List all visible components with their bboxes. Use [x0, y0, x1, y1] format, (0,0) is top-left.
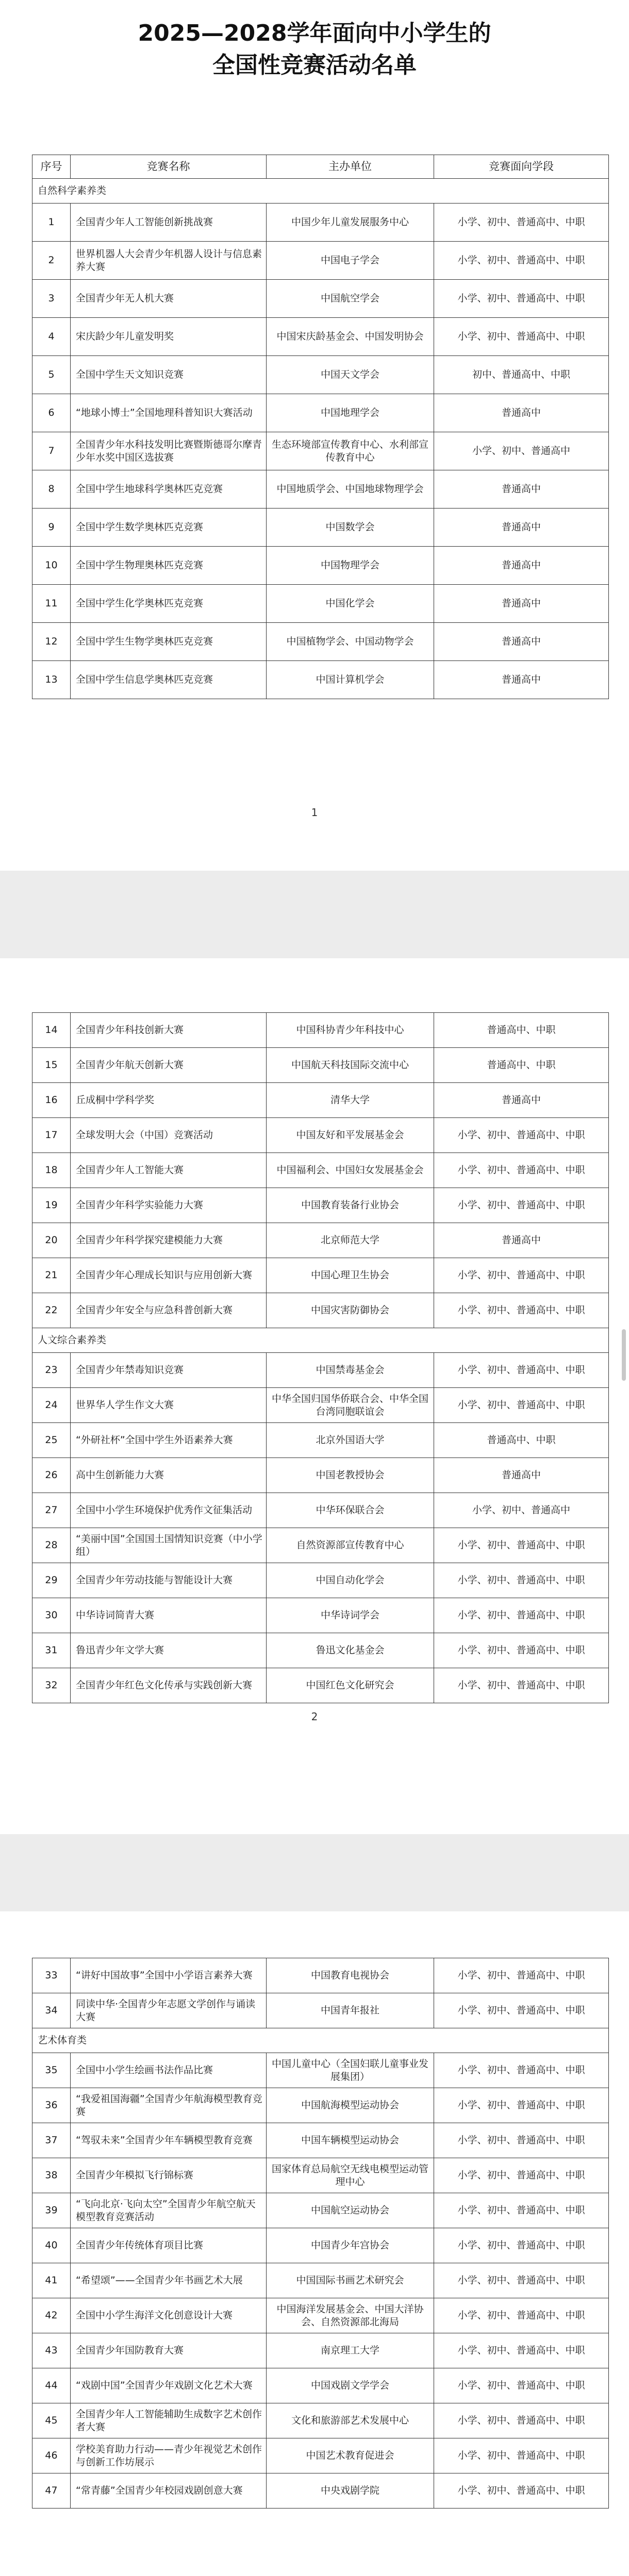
organizer-cell: 中国教育电视协会 [267, 1958, 434, 1993]
column-header: 序号 [32, 155, 71, 179]
organizer-cell: 中国青年报社 [267, 1993, 434, 2028]
competition-name-cell: 全国青少年科技创新大赛 [71, 1013, 267, 1048]
table-row [32, 1293, 609, 1328]
competition-name-cell: 全国中学生物理奥林匹克竞赛 [71, 547, 267, 585]
organizer-cell: 中国教育装备行业协会 [267, 1188, 434, 1223]
competition-name-cell: 全国青少年红色文化传承与实践创新大赛 [71, 1668, 267, 1703]
serial-number-cell: 21 [32, 1258, 71, 1293]
serial-number-cell: 36 [32, 2088, 71, 2123]
organizer-cell: 中国宋庆龄基金会、中国发明协会 [267, 318, 434, 356]
competition-name-cell: “地球小博士”全国地理科普知识大赛活动 [71, 394, 267, 432]
school-level-cell: 小学、初中、普通高中、中职 [434, 1353, 609, 1388]
table-row [32, 2228, 609, 2263]
school-level-cell: 小学、初中、普通高中、中职 [434, 2368, 609, 2403]
competition-table-page-2 [32, 1012, 609, 1703]
organizer-cell: 中国化学会 [267, 585, 434, 623]
table-row [32, 547, 609, 585]
organizer-cell: 中国计算机学会 [267, 661, 434, 699]
table-row [32, 623, 609, 661]
page-number: 2 [311, 1710, 318, 1723]
organizer-cell: 中国友好和平发展基金会 [267, 1118, 434, 1153]
table-row [32, 204, 609, 242]
category-label: 艺术体育类 [32, 2028, 609, 2053]
school-level-cell: 小学、初中、普通高中、中职 [434, 242, 609, 280]
competition-name-cell: 全国青少年科学探究建模能力大赛 [71, 1223, 267, 1258]
table-row [32, 1353, 609, 1388]
table-row [32, 1633, 609, 1668]
serial-number-cell: 45 [32, 2403, 71, 2438]
table-row [32, 1563, 609, 1598]
competition-name-cell: “常青藤”全国青少年校园戏剧创意大赛 [71, 2473, 267, 2509]
serial-number-cell: 30 [32, 1598, 71, 1633]
school-level-cell: 小学、初中、普通高中、中职 [434, 2473, 609, 2509]
table-row [32, 318, 609, 356]
table-row [32, 2193, 609, 2228]
organizer-cell: 中国物理学会 [267, 547, 434, 585]
serial-number-cell: 11 [32, 585, 71, 623]
competition-name-cell: 全国青少年劳动技能与智能设计大赛 [71, 1563, 267, 1598]
organizer-cell: 文化和旅游部艺术发展中心 [267, 2403, 434, 2438]
serial-number-cell: 33 [32, 1958, 71, 1993]
competition-name-cell: 学校美育助力行动——青少年视觉艺术创作与创新工作坊展示 [71, 2438, 267, 2473]
serial-number-cell: 18 [32, 1153, 71, 1188]
table-row [32, 1993, 609, 2028]
serial-number-cell: 29 [32, 1563, 71, 1598]
document-page-1 [0, 0, 629, 871]
category-row [32, 179, 609, 204]
serial-number-cell: 5 [32, 356, 71, 394]
competition-name-cell: 全国青少年国防教育大赛 [71, 2333, 267, 2368]
table-row [32, 1153, 609, 1188]
competition-name-cell: 鲁迅青少年文学大赛 [71, 1633, 267, 1668]
school-level-cell: 普通高中 [434, 1223, 609, 1258]
table-row [32, 1668, 609, 1703]
document-page-2 [0, 958, 629, 1834]
table-row [32, 2053, 609, 2088]
competition-name-cell: 高中生创新能力大赛 [71, 1458, 267, 1493]
table-row [32, 2333, 609, 2368]
serial-number-cell: 7 [32, 432, 71, 470]
competition-name-cell: 全国中学生地球科学奥林匹克竞赛 [71, 470, 267, 509]
school-level-cell: 普通高中 [434, 470, 609, 509]
serial-number-cell: 46 [32, 2438, 71, 2473]
serial-number-cell: 34 [32, 1993, 71, 2028]
organizer-cell: 国家体育总局航空无线电模型运动管理中心 [267, 2158, 434, 2193]
serial-number-cell: 42 [32, 2298, 71, 2333]
school-level-cell: 普通高中 [434, 623, 609, 661]
organizer-cell: 自然资源部宣传教育中心 [267, 1528, 434, 1563]
school-level-cell: 普通高中 [434, 547, 609, 585]
serial-number-cell: 38 [32, 2158, 71, 2193]
competition-name-cell: “戏剧中国”全国青少年戏剧文化艺术大赛 [71, 2368, 267, 2403]
table-row [32, 1458, 609, 1493]
competition-name-cell: “外研社杯”全国中学生外语素养大赛 [71, 1423, 267, 1458]
page-gap [0, 1834, 629, 1911]
organizer-cell: 北京外国语大学 [267, 1423, 434, 1458]
school-level-cell: 小学、初中、普通高中、中职 [434, 2403, 609, 2438]
school-level-cell: 小学、初中、普通高中、中职 [434, 2263, 609, 2298]
school-level-cell: 小学、初中、普通高中、中职 [434, 2193, 609, 2228]
column-header: 竞赛面向学段 [434, 155, 609, 179]
competition-name-cell: “飞向北京·飞向太空”全国青少年航空航天模型教育竞赛活动 [71, 2193, 267, 2228]
serial-number-cell: 35 [32, 2053, 71, 2088]
organizer-cell: 中国自动化学会 [267, 1563, 434, 1598]
table-row [32, 432, 609, 470]
school-level-cell: 小学、初中、普通高中、中职 [434, 1293, 609, 1328]
school-level-cell: 普通高中 [434, 1458, 609, 1493]
competition-name-cell: 全国青少年安全与应急科普创新大赛 [71, 1293, 267, 1328]
school-level-cell: 小学、初中、普通高中、中职 [434, 1258, 609, 1293]
category-label: 人文综合素养类 [32, 1328, 609, 1353]
table-row [32, 2298, 609, 2333]
document-title-line-2: 全国性竞赛活动名单 [212, 52, 417, 78]
serial-number-cell: 14 [32, 1013, 71, 1048]
competition-name-cell: 全国中小学生绘画书法作品比赛 [71, 2053, 267, 2088]
table-row [32, 2263, 609, 2298]
organizer-cell: 清华大学 [267, 1083, 434, 1118]
organizer-cell: 中国灾害防御协会 [267, 1293, 434, 1328]
organizer-cell: 中国禁毒基金会 [267, 1353, 434, 1388]
table-row [32, 2158, 609, 2193]
school-level-cell: 小学、初中、普通高中、中职 [434, 2438, 609, 2473]
organizer-cell: 中国老教授协会 [267, 1458, 434, 1493]
competition-name-cell: 全国青少年人工智能大赛 [71, 1153, 267, 1188]
school-level-cell: 普通高中 [434, 661, 609, 699]
table-row [32, 242, 609, 280]
school-level-cell: 小学、初中、普通高中 [434, 432, 609, 470]
serial-number-cell: 20 [32, 1223, 71, 1258]
organizer-cell: 中国航空运动协会 [267, 2193, 434, 2228]
school-level-cell: 小学、初中、普通高中、中职 [434, 1958, 609, 1993]
school-level-cell: 初中、普通高中、中职 [434, 356, 609, 394]
competition-table-page-3 [32, 1958, 609, 2509]
organizer-cell: 中华环保联合会 [267, 1493, 434, 1528]
school-level-cell: 普通高中、中职 [434, 1048, 609, 1083]
page-number: 1 [311, 806, 318, 819]
school-level-cell: 小学、初中、普通高中、中职 [434, 2123, 609, 2158]
competition-name-cell: 全国青少年心理成长知识与应用创新大赛 [71, 1258, 267, 1293]
school-level-cell: 小学、初中、普通高中、中职 [434, 2228, 609, 2263]
competition-name-cell: “美丽中国”全国国土国情知识竞赛（中小学组） [71, 1528, 267, 1563]
school-level-cell: 小学、初中、普通高中、中职 [434, 2088, 609, 2123]
competition-name-cell: 中华诗词简青大赛 [71, 1598, 267, 1633]
table-row [32, 1188, 609, 1223]
school-level-cell: 小学、初中、普通高中、中职 [434, 1668, 609, 1703]
competition-name-cell: 全国中学生数学奥林匹克竞赛 [71, 509, 267, 547]
school-level-cell: 小学、初中、普通高中、中职 [434, 1528, 609, 1563]
table-row [32, 2473, 609, 2509]
organizer-cell: 中国科协青少年科技中心 [267, 1013, 434, 1048]
table-row [32, 585, 609, 623]
organizer-cell: 中国国际书画艺术研究会 [267, 2263, 434, 2298]
table-row [32, 2403, 609, 2438]
table-row [32, 2088, 609, 2123]
competition-name-cell: 全国中学生天文知识竞赛 [71, 356, 267, 394]
table-row [32, 1013, 609, 1048]
competition-name-cell: 全国青少年航天创新大赛 [71, 1048, 267, 1083]
competition-name-cell: 世界机器人大会青少年机器人设计与信息素养大赛 [71, 242, 267, 280]
organizer-cell: 中国地质学会、中国地球物理学会 [267, 470, 434, 509]
table-row [32, 1258, 609, 1293]
serial-number-cell: 15 [32, 1048, 71, 1083]
competition-name-cell: “希望颂”——全国青少年书画艺术大展 [71, 2263, 267, 2298]
serial-number-cell: 41 [32, 2263, 71, 2298]
serial-number-cell: 10 [32, 547, 71, 585]
serial-number-cell: 6 [32, 394, 71, 432]
school-level-cell: 小学、初中、普通高中、中职 [434, 280, 609, 318]
serial-number-cell: 13 [32, 661, 71, 699]
organizer-cell: 中国植物学会、中国动物学会 [267, 623, 434, 661]
table-row [32, 1223, 609, 1258]
school-level-cell: 小学、初中、普通高中、中职 [434, 1563, 609, 1598]
table-row [32, 356, 609, 394]
organizer-cell: 中国戏剧文学学会 [267, 2368, 434, 2403]
serial-number-cell: 28 [32, 1528, 71, 1563]
organizer-cell: 中国航空学会 [267, 280, 434, 318]
table-row [32, 1423, 609, 1458]
school-level-cell: 小学、初中、普通高中、中职 [434, 1188, 609, 1223]
organizer-cell: 中国海洋发展基金会、中国大洋协会、自然资源部北海局 [267, 2298, 434, 2333]
organizer-cell: 中国车辆模型运动协会 [267, 2123, 434, 2158]
school-level-cell: 小学、初中、普通高中、中职 [434, 1153, 609, 1188]
organizer-cell: 中国航海模型运动协会 [267, 2088, 434, 2123]
school-level-cell: 普通高中、中职 [434, 1423, 609, 1458]
organizer-cell: 中国儿童中心（全国妇联儿童事业发展集团） [267, 2053, 434, 2088]
school-level-cell: 普通高中 [434, 394, 609, 432]
table-row [32, 1048, 609, 1083]
organizer-cell: 生态环境部宣传教育中心、水利部宣传教育中心 [267, 432, 434, 470]
serial-number-cell: 25 [32, 1423, 71, 1458]
organizer-cell: 中国青少年宫协会 [267, 2228, 434, 2263]
competition-name-cell: 丘成桐中学科学奖 [71, 1083, 267, 1118]
category-row [32, 2028, 609, 2053]
table-row [32, 1388, 609, 1423]
school-level-cell: 小学、初中、普通高中、中职 [434, 2298, 609, 2333]
competition-name-cell: 全国青少年人工智能创新挑战赛 [71, 204, 267, 242]
competition-name-cell: 全国中小学生环境保护优秀作文征集活动 [71, 1493, 267, 1528]
organizer-cell: 鲁迅文化基金会 [267, 1633, 434, 1668]
competition-name-cell: “讲好中国故事”全国中小学语言素养大赛 [71, 1958, 267, 1993]
organizer-cell: 中国地理学会 [267, 394, 434, 432]
serial-number-cell: 2 [32, 242, 71, 280]
organizer-cell: 中华诗词学会 [267, 1598, 434, 1633]
organizer-cell: 中国艺术教育促进会 [267, 2438, 434, 2473]
organizer-cell: 中国天文学会 [267, 356, 434, 394]
school-level-cell: 小学、初中、普通高中、中职 [434, 1598, 609, 1633]
serial-number-cell: 19 [32, 1188, 71, 1223]
table-row [32, 2438, 609, 2473]
school-level-cell: 小学、初中、普通高中、中职 [434, 204, 609, 242]
competition-name-cell: “驾驭未来”全国青少年车辆模型教育竞赛 [71, 2123, 267, 2158]
table-row [32, 394, 609, 432]
table-row [32, 1958, 609, 1993]
school-level-cell: 小学、初中、普通高中、中职 [434, 2158, 609, 2193]
serial-number-cell: 3 [32, 280, 71, 318]
organizer-cell: 中央戏剧学院 [267, 2473, 434, 2509]
competition-name-cell: 全国青少年模拟飞行锦标赛 [71, 2158, 267, 2193]
table-row [32, 1118, 609, 1153]
competition-name-cell: 同读中华·全国青少年志愿文学创作与诵读大赛 [71, 1993, 267, 2028]
serial-number-cell: 39 [32, 2193, 71, 2228]
serial-number-cell: 23 [32, 1353, 71, 1388]
serial-number-cell: 37 [32, 2123, 71, 2158]
competition-name-cell: 全国青少年科学实验能力大赛 [71, 1188, 267, 1223]
organizer-cell: 中国福利会、中国妇女发展基金会 [267, 1153, 434, 1188]
table-header-row [32, 155, 609, 179]
organizer-cell: 中国红色文化研究会 [267, 1668, 434, 1703]
school-level-cell: 小学、初中、普通高中、中职 [434, 2333, 609, 2368]
school-level-cell: 普通高中、中职 [434, 1013, 609, 1048]
school-level-cell: 普通高中 [434, 509, 609, 547]
serial-number-cell: 47 [32, 2473, 71, 2509]
competition-name-cell: 全国青少年传统体育项目比赛 [71, 2228, 267, 2263]
serial-number-cell: 17 [32, 1118, 71, 1153]
school-level-cell: 小学、初中、普通高中、中职 [434, 318, 609, 356]
competition-name-cell: 全国青少年水科技发明比赛暨斯德哥尔摩青少年水奖中国区选拔赛 [71, 432, 267, 470]
serial-number-cell: 43 [32, 2333, 71, 2368]
category-row [32, 1328, 609, 1353]
serial-number-cell: 40 [32, 2228, 71, 2263]
serial-number-cell: 31 [32, 1633, 71, 1668]
serial-number-cell: 24 [32, 1388, 71, 1423]
school-level-cell: 小学、初中、普通高中、中职 [434, 1118, 609, 1153]
competition-name-cell: 全国中小学生海洋文化创意设计大赛 [71, 2298, 267, 2333]
serial-number-cell: 32 [32, 1668, 71, 1703]
table-row [32, 2123, 609, 2158]
table-row [32, 1528, 609, 1563]
competition-name-cell: 全国中学生生物学奥林匹克竞赛 [71, 623, 267, 661]
organizer-cell: 中国电子学会 [267, 242, 434, 280]
page-gap [0, 871, 629, 958]
serial-number-cell: 26 [32, 1458, 71, 1493]
category-label: 自然科学素养类 [32, 179, 609, 204]
table-row [32, 280, 609, 318]
organizer-cell: 中国少年儿童发展服务中心 [267, 204, 434, 242]
organizer-cell: 南京理工大学 [267, 2333, 434, 2368]
competition-name-cell: 全国青少年无人机大赛 [71, 280, 267, 318]
school-level-cell: 小学、初中、普通高中 [434, 1493, 609, 1528]
column-header: 竞赛名称 [71, 155, 267, 179]
organizer-cell: 中华全国归国华侨联合会、中华全国台湾同胞联谊会 [267, 1388, 434, 1423]
table-row [32, 509, 609, 547]
competition-name-cell: 世界华人学生作文大赛 [71, 1388, 267, 1423]
school-level-cell: 小学、初中、普通高中、中职 [434, 1993, 609, 2028]
school-level-cell: 普通高中 [434, 585, 609, 623]
competition-name-cell: 全球发明大会（中国）竞赛活动 [71, 1118, 267, 1153]
competition-name-cell: 全国青少年人工智能辅助生成数字艺术创作者大赛 [71, 2403, 267, 2438]
organizer-cell: 中国航天科技国际交流中心 [267, 1048, 434, 1083]
school-level-cell: 普通高中 [434, 1083, 609, 1118]
school-level-cell: 小学、初中、普通高中、中职 [434, 2053, 609, 2088]
table-row [32, 470, 609, 509]
school-level-cell: 小学、初中、普通高中、中职 [434, 1633, 609, 1668]
table-row [32, 1493, 609, 1528]
table-row [32, 2368, 609, 2403]
serial-number-cell: 4 [32, 318, 71, 356]
table-row [32, 661, 609, 699]
serial-number-cell: 44 [32, 2368, 71, 2403]
competition-name-cell: 宋庆龄少年儿童发明奖 [71, 318, 267, 356]
vertical-scrollbar[interactable] [622, 1329, 626, 1381]
serial-number-cell: 12 [32, 623, 71, 661]
organizer-cell: 中国心理卫生协会 [267, 1258, 434, 1293]
competition-name-cell: “我爱祖国海疆”全国青少年航海模型教育竞赛 [71, 2088, 267, 2123]
organizer-cell: 北京师范大学 [267, 1223, 434, 1258]
school-level-cell: 小学、初中、普通高中、中职 [434, 1388, 609, 1423]
competition-name-cell: 全国中学生信息学奥林匹克竞赛 [71, 661, 267, 699]
serial-number-cell: 16 [32, 1083, 71, 1118]
document-title-line-1: 2025—2028学年面向中小学生的 [138, 20, 491, 46]
document-page-3 [0, 1911, 629, 2576]
table-row [32, 1598, 609, 1633]
serial-number-cell: 27 [32, 1493, 71, 1528]
competition-table-page-1 [32, 155, 609, 699]
competition-name-cell: 全国青少年禁毒知识竞赛 [71, 1353, 267, 1388]
serial-number-cell: 8 [32, 470, 71, 509]
competition-name-cell: 全国中学生化学奥林匹克竞赛 [71, 585, 267, 623]
column-header: 主办单位 [267, 155, 434, 179]
serial-number-cell: 22 [32, 1293, 71, 1328]
organizer-cell: 中国数学会 [267, 509, 434, 547]
serial-number-cell: 1 [32, 204, 71, 242]
table-row [32, 1083, 609, 1118]
serial-number-cell: 9 [32, 509, 71, 547]
